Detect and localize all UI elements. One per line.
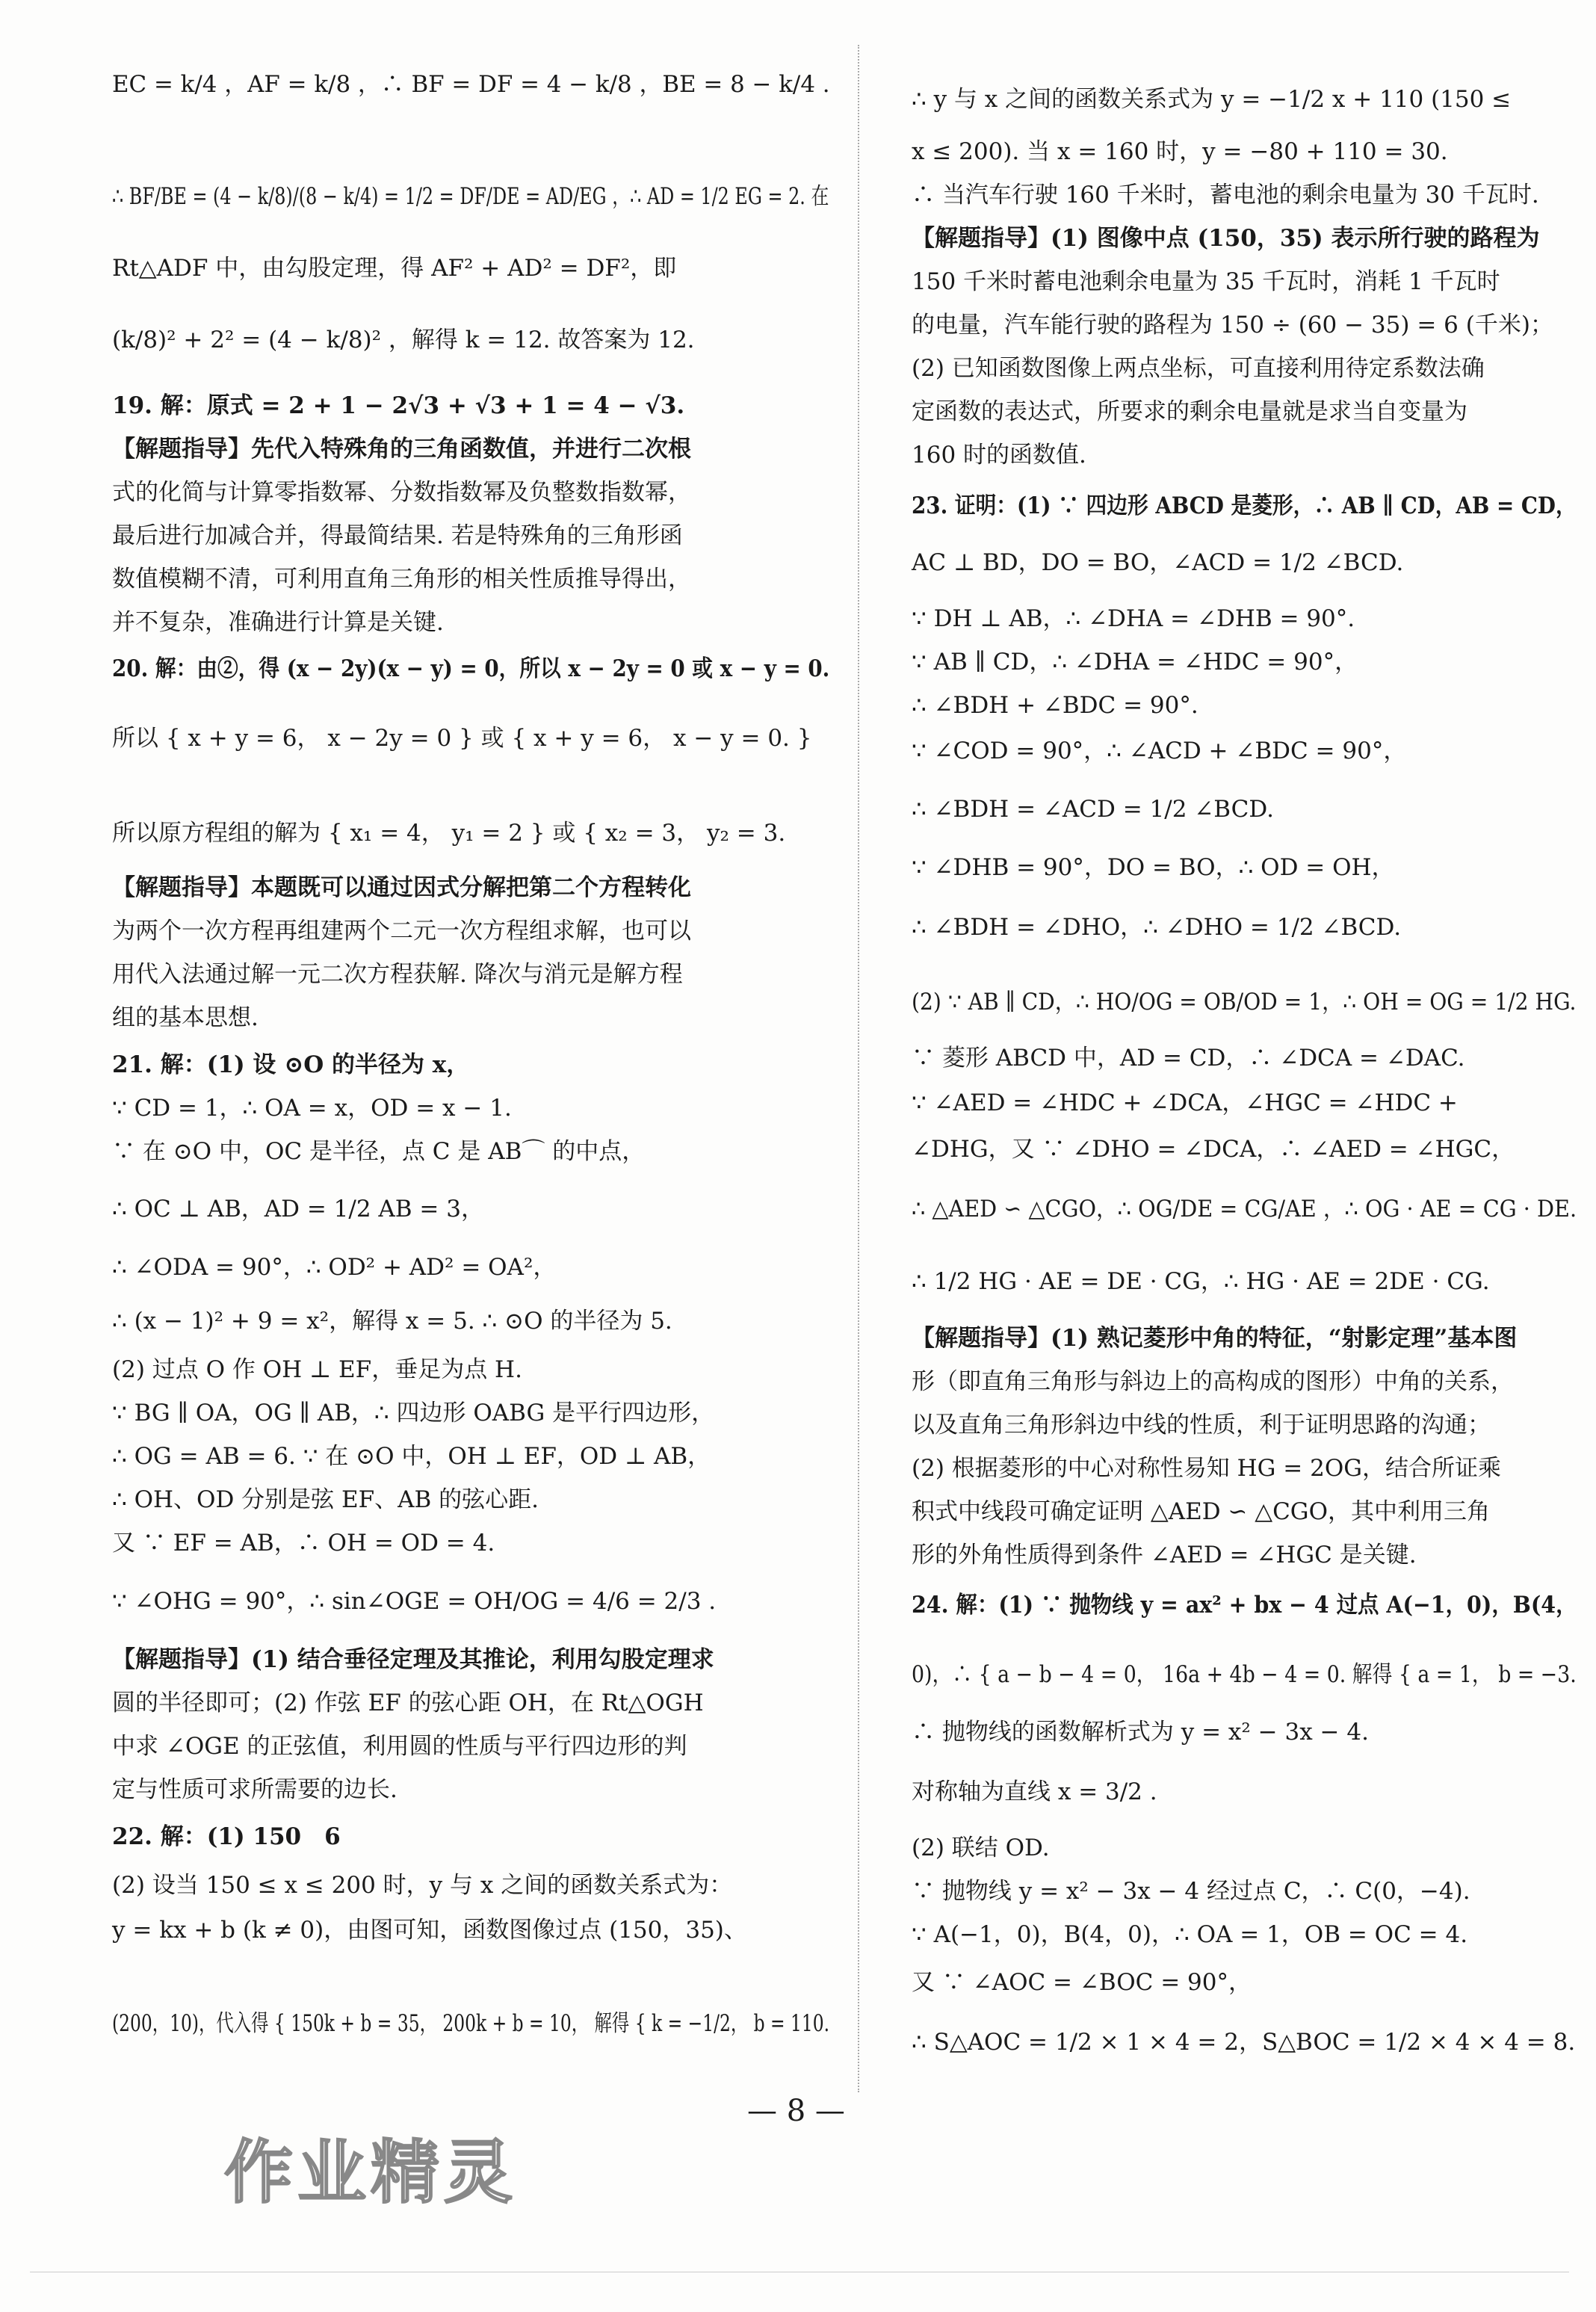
right-line: ∴ ∠BDH + ∠BDC = 90°. bbox=[912, 692, 1198, 719]
left-line: 用代入法通过解一元二次方程获解. 降次与消元是解方程 bbox=[112, 961, 683, 988]
right-line: (2) 根据菱形的中心对称性易知 HG = 2OG，结合所证乘 bbox=[912, 1455, 1501, 1482]
right-line: ∵ DH ⊥ AB，∴ ∠DHA = ∠DHB = 90°. bbox=[912, 605, 1355, 632]
right-line: 【解题指导】(1) 熟记菱形中角的特征，“射影定理”基本图 bbox=[912, 1325, 1518, 1352]
left-line: ∴ OC ⊥ AB，AD = 1/2 AB = 3， bbox=[112, 1196, 484, 1223]
right-line: 150 千米时蓄电池剩余电量为 35 千瓦时，消耗 1 千瓦时 bbox=[912, 268, 1500, 295]
left-line: ∴ (x − 1)² + 9 = x²，解得 x = 5. ∴ ⊙O 的半径为 5. bbox=[112, 1308, 672, 1335]
left-line: 为两个一次方程再组建两个二元一次方程组求解，也可以 bbox=[112, 918, 691, 945]
right-line: ∴ 抛物线的函数解析式为 y = x² − 3x − 4. bbox=[912, 1719, 1369, 1746]
right-line: 以及直角三角形斜边中线的性质，利于证明思路的沟通； bbox=[912, 1412, 1491, 1438]
left-line: 【解题指导】先代入特殊角的三角函数值，并进行二次根 bbox=[112, 436, 691, 463]
left-line: 所以原方程组的解为 { x₁ = 4， y₁ = 2 } 或 { x₂ = 3， y₂ = 3. bbox=[112, 820, 786, 847]
right-line: ∠DHG，又 ∵ ∠DHO = ∠DCA，∴ ∠AED = ∠HGC， bbox=[912, 1136, 1515, 1163]
right-line: ∵ 抛物线 y = x² − 3x − 4 经过点 C，∴ C(0，−4). bbox=[912, 1878, 1470, 1905]
left-line: 式的化简与计算零指数幂、分数指数幂及负整数指数幂， bbox=[112, 479, 691, 506]
right-line: (2) 联结 OD. bbox=[912, 1835, 1050, 1861]
left-line: 【解题指导】(1) 结合垂径定理及其推论，利用勾股定理求 bbox=[112, 1646, 714, 1673]
right-line: (2) 已知函数图像上两点坐标，可直接利用待定系数法确 bbox=[912, 355, 1485, 382]
left-line: ∵ CD = 1，∴ OA = x，OD = x − 1. bbox=[112, 1095, 512, 1122]
left-line: ∵ 在 ⊙O 中，OC 是半径，点 C 是 AB⌒ 的中点， bbox=[112, 1138, 646, 1165]
right-line: ∴ S△AOC = 1/2 × 1 × 4 = 2，S△BOC = 1/2 × 4 × 4 = 8. bbox=[912, 2029, 1576, 2056]
right-line: ∵ ∠COD = 90°，∴ ∠ACD + ∠BDC = 90°， bbox=[912, 738, 1407, 764]
right-line: 【解题指导】(1) 图像中点 (150，35) 表示所行驶的路程为 bbox=[912, 225, 1540, 252]
right-line: 积式中线段可确定证明 △AED ∽ △CGO，其中利用三角 bbox=[912, 1498, 1490, 1525]
left-line: (k/8)² + 2² = (4 − k/8)² ，解得 k = 12. 故答案为 12. bbox=[112, 327, 695, 353]
left-line: (200，10)，代入得 { 150k + b = 35， 200k + b = 10， 解得 { k = −1/2， b = 110. bbox=[112, 2010, 830, 2037]
right-line: ∴ ∠BDH = ∠DHO，∴ ∠DHO = 1/2 ∠BCD. bbox=[912, 914, 1402, 941]
right-line: 160 时的函数值. bbox=[912, 442, 1086, 469]
left-line: 数值模糊不清，可利用直角三角形的相关性质推导得出， bbox=[112, 566, 691, 593]
right-line: 对称轴为直线 x = 3/2 . bbox=[912, 1778, 1157, 1805]
left-line: 并不复杂，准确进行计算是关键. bbox=[112, 609, 444, 636]
left-line: 21. 解：(1) 设 ⊙O 的半径为 x， bbox=[112, 1051, 470, 1078]
right-line: x ≤ 200). 当 x = 160 时，y = −80 + 110 = 30. bbox=[912, 138, 1448, 165]
right-line: ∵ 菱形 ABCD 中，AD = CD，∴ ∠DCA = ∠DAC. bbox=[912, 1045, 1465, 1072]
right-line: 又 ∵ ∠AOC = ∠BOC = 90°， bbox=[912, 1969, 1252, 1996]
page-number: — 8 — bbox=[747, 2094, 845, 2128]
left-line: ∴ ∠ODA = 90°，∴ OD² + AD² = OA²， bbox=[112, 1254, 557, 1281]
left-line: 【解题指导】本题既可以通过因式分解把第二个方程转化 bbox=[112, 874, 691, 901]
left-line: ∵ ∠OHG = 90°，∴ sin∠OGE = OH/OG = 4/6 = 2/3 . bbox=[112, 1588, 717, 1615]
right-line: ∴ ∠BDH = ∠ACD = 1/2 ∠BCD. bbox=[912, 796, 1274, 823]
left-line: EC = k/4 ，AF = k/8 ，∴ BF = DF = 4 − k/8 ，BE = 8 − k/4 . bbox=[112, 71, 830, 98]
left-line: 22. 解：(1) 150 6 bbox=[112, 1823, 341, 1850]
right-line: ∴ y 与 x 之间的函数关系式为 y = −1/2 x + 110 (150 ≤ bbox=[912, 86, 1512, 113]
right-line: ∵ ∠AED = ∠HDC + ∠DCA，∠HGC = ∠HDC + bbox=[912, 1089, 1458, 1116]
left-line: 20. 解：由②，得 (x − 2y)(x − y) = 0，所以 x − 2y = 0 或 x − y = 0. bbox=[112, 655, 830, 682]
right-line: ∴ 1/2 HG · AE = DE · CG，∴ HG · AE = 2DE · CG. bbox=[912, 1268, 1490, 1295]
right-line: 形的外角性质得到条件 ∠AED = ∠HGC 是关键. bbox=[912, 1542, 1417, 1568]
right-line: 形（即直角三角形与斜边上的高构成的图形）中角的关系， bbox=[912, 1368, 1514, 1395]
right-line: ∵ A(−1，0)，B(4，0)，∴ OA = 1，OB = OC = 4. bbox=[912, 1921, 1468, 1948]
left-line: (2) 过点 O 作 OH ⊥ EF，垂足为点 H. bbox=[112, 1356, 522, 1383]
right-line: 0)，∴ { a − b − 4 = 0， 16a + 4b − 4 = 0. 解得 { a = 1， b = −3. bbox=[912, 1661, 1577, 1688]
watermark: 作业精灵 bbox=[224, 2132, 518, 2213]
right-line: 24. 解：(1) ∵ 抛物线 y = ax² + bx − 4 过点 A(−1，0)，B(4， bbox=[912, 1592, 1577, 1619]
left-line: ∴ OG = AB = 6. ∵ 在 ⊙O 中，OH ⊥ EF，OD ⊥ AB， bbox=[112, 1443, 711, 1470]
left-line: ∵ BG ∥ OA，OG ∥ AB，∴ 四边形 OABG 是平行四边形， bbox=[112, 1400, 715, 1427]
right-line: 定函数的表达式，所要求的剩余电量就是求当自变量为 bbox=[912, 398, 1467, 425]
right-line: ∵ ∠DHB = 90°，DO = BO，∴ OD = OH， bbox=[912, 854, 1395, 881]
left-line: ∴ BF/BE = (4 − k/8)/(8 − k/4) = 1/2 = DF/DE = AD/EG ，∴ AD = 1/2 EG = 2. 在 bbox=[112, 183, 829, 210]
left-line: y = kx + b (k ≠ 0)，由图可知，函数图像过点 (150，35)、 bbox=[112, 1917, 747, 1944]
left-line: 19. 解：原式 = 2 + 1 − 2√3 + √3 + 1 = 4 − √3. bbox=[112, 392, 685, 419]
left-line: 最后进行加减合并，得最简结果. 若是特殊角的三角形函 bbox=[112, 522, 683, 549]
right-line: ∴ 当汽车行驶 160 千米时，蓄电池的剩余电量为 30 千瓦时. bbox=[912, 182, 1539, 208]
right-line: (2) ∵ AB ∥ CD，∴ HO/OG = OB/OD = 1，∴ OH = OG = 1/2 HG. bbox=[912, 989, 1577, 1016]
left-line: 组的基本思想. bbox=[112, 1004, 259, 1031]
left-line: 圆的半径即可；(2) 作弦 EF 的弦心距 OH，在 Rt△OGH bbox=[112, 1690, 704, 1716]
right-line: ∴ △AED ∽ △CGO，∴ OG/DE = CG/AE ，∴ OG · AE = CG · DE. bbox=[912, 1196, 1577, 1223]
left-line: ∴ OH、OD 分别是弦 EF、AB 的弦心距. bbox=[112, 1486, 539, 1513]
left-line: Rt△ADF 中，由勾股定理，得 AF² + AD² = DF²，即 bbox=[112, 255, 677, 282]
left-line: 中求 ∠OGE 的正弦值，利用圆的性质与平行四边形的判 bbox=[112, 1733, 687, 1760]
column-divider bbox=[858, 45, 859, 2092]
left-line: (2) 设当 150 ≤ x ≤ 200 时，y 与 x 之间的函数关系式为： bbox=[112, 1872, 733, 1899]
left-line: 定与性质可求所需要的边长. bbox=[112, 1776, 398, 1803]
left-line: 又 ∵ EF = AB，∴ OH = OD = 4. bbox=[112, 1530, 495, 1557]
right-line: 23. 证明：(1) ∵ 四边形 ABCD 是菱形，∴ AB ∥ CD，AB = CD， bbox=[912, 492, 1577, 519]
right-line: 的电量，汽车能行驶的路程为 150 ÷ (60 − 35) = 6 (千米)； bbox=[912, 312, 1553, 339]
left-line: 所以 { x + y = 6， x − 2y = 0 } 或 { x + y = 6， x − y = 0. } bbox=[112, 725, 812, 752]
right-line: ∵ AB ∥ CD，∴ ∠DHA = ∠HDC = 90°， bbox=[912, 649, 1358, 676]
right-line: AC ⊥ BD，DO = BO，∠ACD = 1/2 ∠BCD. bbox=[912, 549, 1404, 576]
